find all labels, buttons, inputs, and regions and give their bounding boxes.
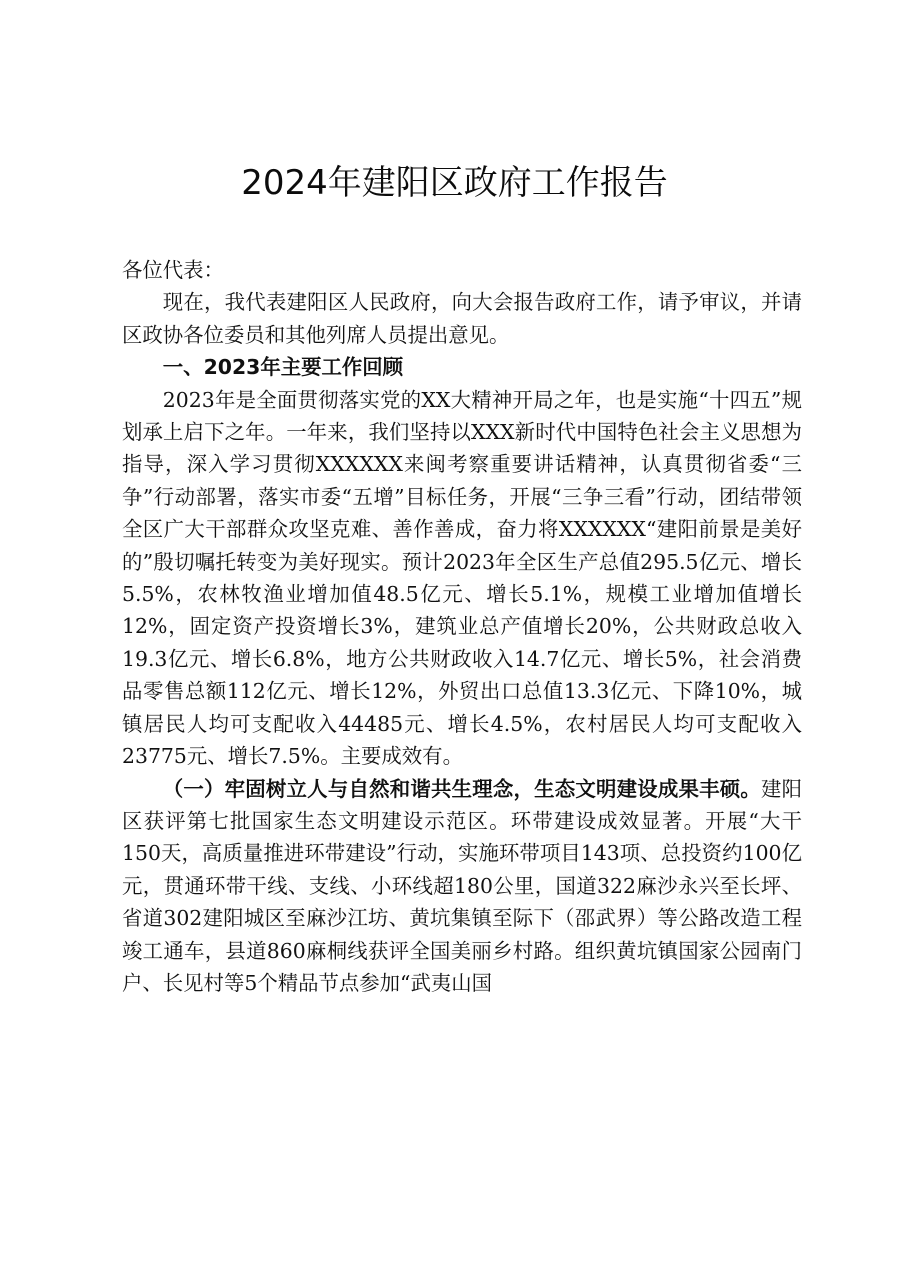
salutation: 各位代表： <box>122 258 224 282</box>
section-heading: 一、2023年主要工作回顾 <box>162 355 404 380</box>
document-title: 2024年建阳区政府工作报告 <box>241 163 668 203</box>
ecology-paragraph-text: 建阳区获评第七批国家生态文明建设示范区。环带建设成效显著。开展“大干150天，高质量推进环带建设”行动，实施环带项目143项、总投资约100亿元，贯通环带干线、支线、小环线超180公里，国道322麻沙永兴至长坪、省道302建阳城区至麻沙江坊、黄坑集镇至际下（邵武界）等公路改造工程竣工通车，县道860麻桐线获评全国美丽乡村路。组织黄坑镇国家公园南门户、长见村等5个精品节点参加“武夷山国 <box>122 776 803 995</box>
ecology-paragraph <box>122 773 802 1000</box>
intro-paragraph: 现在，我代表建阳区人民政府，向大会报告政府工作，请予审议，并请区政协各位委员和其他列席人员提出意见。 <box>122 290 802 347</box>
ecology-paragraph-lead: （一）牢固树立人与自然和谐共生理念，生态文明建设成果丰硕。 <box>162 776 761 801</box>
document-body <box>122 254 802 999</box>
review-paragraph: 2023年是全面贯彻落实党的XX大精神开局之年，也是实施“十四五”规划承上启下之年。一年来，我们坚持以XXX新时代中国特色社会主义思想为指导，深入学习贯彻XXXXXX来闽考察重要讲话精神，认真贯彻省委“三争”行动部署，落实市委“五增”目标任务，开展“三争三看”行动，团结带领全区广大干部群众攻坚克难、善作善成，奋力将XXXXXX“建阳前景是美好的”殷切嘱托转变为美好现实。预计2023年全区生产总值295.5亿元、增长5.5%，农林牧渔业增加值48.5亿元、增长5.1%，规模工业增加值增长12%，固定资产投资增长3%，建筑业总产值增长20%，公共财政总收入19.3亿元、增长6.8%，地方公共财政收入14.7亿元、增长5%，社会消费品零售总额112亿元、增长12%，外贸出口总值13.3亿元、下降10%，城镇居民人均可支配收入44485元、增长4.5%，农村居民人均可支配收入23775元、增长7.5%。主要成效有。 <box>122 387 802 769</box>
